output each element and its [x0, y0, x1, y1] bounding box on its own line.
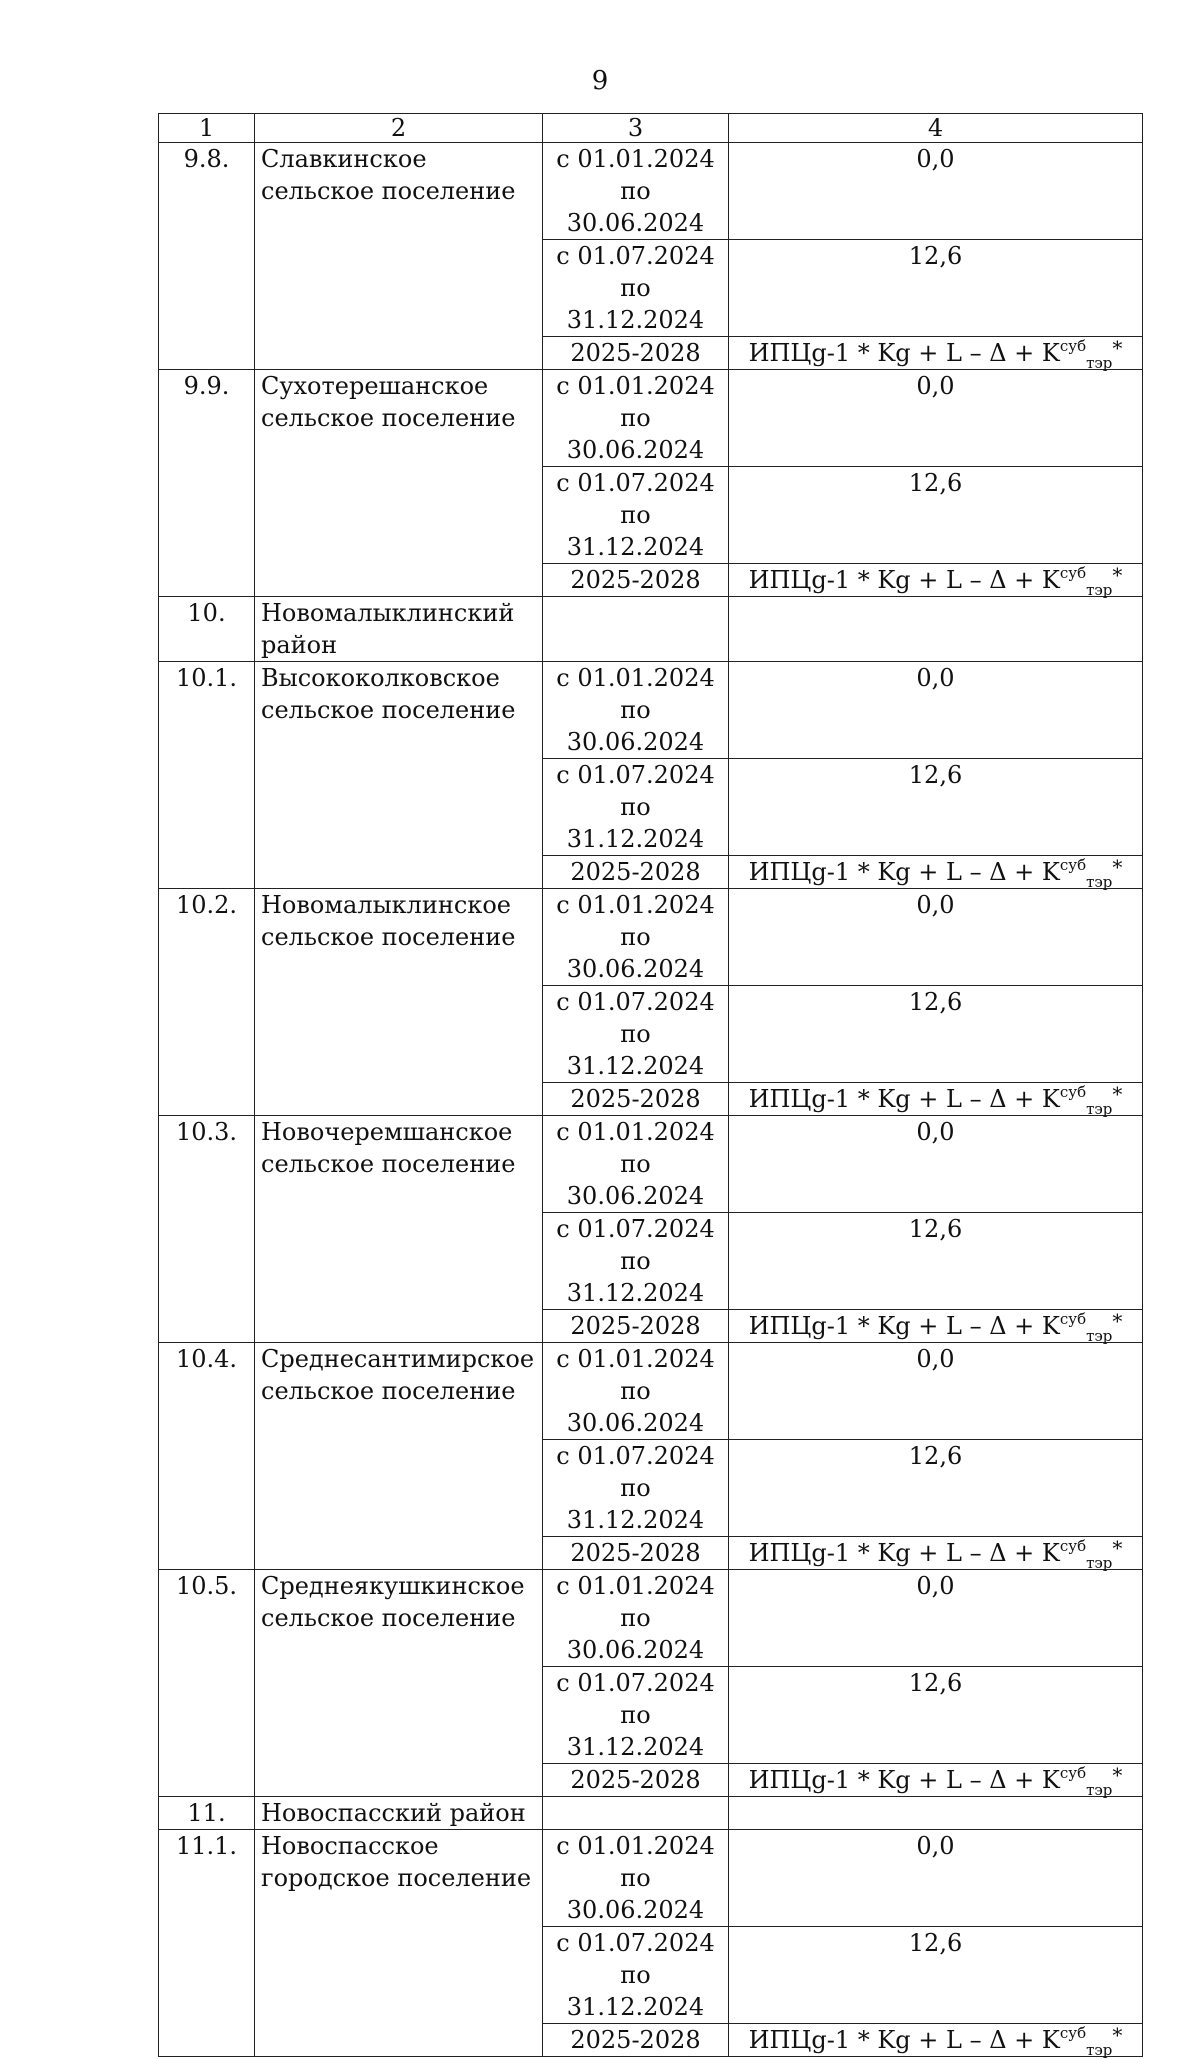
formula-base: ИПЦg-1 * Kg + L – Δ + K — [748, 1766, 1060, 1794]
formula-subscript: тэр — [1086, 1781, 1113, 1799]
value-cell: 12,6 — [729, 986, 1143, 1083]
table-row — [159, 889, 1143, 986]
formula-superscript: суб — [1059, 564, 1087, 582]
period-cell: с 01.01.2024 по 30.06.2024 — [543, 889, 729, 986]
formula-footnote-mark: * — [1112, 1536, 1123, 1560]
tariff-formula — [729, 2024, 1143, 2057]
formula-subscript: тэр — [1086, 873, 1113, 891]
formula-subscript: тэр — [1086, 1100, 1113, 1118]
header-col-2: 2 — [255, 114, 543, 143]
formula-superscript: суб — [1059, 2024, 1087, 2042]
period-cell: с 01.07.2024 по 31.12.2024 — [543, 1927, 729, 2024]
period-cell: с 01.01.2024 по 30.06.2024 — [543, 1343, 729, 1440]
table-row — [159, 370, 1143, 467]
value-cell: 12,6 — [729, 240, 1143, 337]
header-col-4: 4 — [729, 114, 1143, 143]
settlement-name: Сухотерешанское сельское поселение — [255, 370, 543, 597]
tariff-formula — [729, 1764, 1143, 1797]
formula-footnote-mark: * — [1112, 1082, 1123, 1106]
header-col-3: 3 — [543, 114, 729, 143]
formula-footnote-mark: * — [1112, 1309, 1123, 1333]
settlement-name: Новочеремшанское сельское поселение — [255, 1116, 543, 1343]
period-cell: с 01.01.2024 по 30.06.2024 — [543, 662, 729, 759]
value-cell: 0,0 — [729, 143, 1143, 240]
period-cell: с 01.07.2024 по 31.12.2024 — [543, 986, 729, 1083]
formula-subscript: тэр — [1086, 2041, 1113, 2059]
formula-superscript: суб — [1059, 1537, 1087, 1555]
row-number: 10.2. — [159, 889, 255, 1116]
formula-subscript: тэр — [1086, 1327, 1113, 1345]
header-col-1: 1 — [159, 114, 255, 143]
formula-base: ИПЦg-1 * Kg + L – Δ + K — [748, 1539, 1060, 1567]
formula-base: ИПЦg-1 * Kg + L – Δ + K — [748, 1312, 1060, 1340]
period-cell: 2025-2028 — [543, 856, 729, 889]
table-row — [159, 1570, 1143, 1667]
formula-footnote-mark: * — [1112, 336, 1123, 360]
period-cell: с 01.07.2024 по 31.12.2024 — [543, 759, 729, 856]
formula-footnote-mark: * — [1112, 855, 1123, 879]
period-cell: с 01.01.2024 по 30.06.2024 — [543, 1570, 729, 1667]
formula-footnote-mark: * — [1112, 563, 1123, 587]
formula-base: ИПЦg-1 * Kg + L – Δ + K — [748, 566, 1060, 594]
period-cell: с 01.01.2024 по 30.06.2024 — [543, 143, 729, 240]
district-row — [159, 1797, 1143, 1830]
formula-subscript: тэр — [1086, 581, 1113, 599]
period-cell: с 01.07.2024 по 31.12.2024 — [543, 467, 729, 564]
formula-superscript: суб — [1059, 1764, 1087, 1782]
period-cell: 2025-2028 — [543, 1310, 729, 1343]
period-cell: с 01.07.2024 по 31.12.2024 — [543, 240, 729, 337]
value-cell: 0,0 — [729, 889, 1143, 986]
period-cell: с 01.01.2024 по 30.06.2024 — [543, 1830, 729, 1927]
empty-value-cell — [729, 1797, 1143, 1830]
value-cell: 12,6 — [729, 1667, 1143, 1764]
formula-superscript: суб — [1059, 1310, 1087, 1328]
period-cell: с 01.01.2024 по 30.06.2024 — [543, 1116, 729, 1213]
settlement-name: Славкинское сельское поселение — [255, 143, 543, 370]
row-number: 10.5. — [159, 1570, 255, 1797]
value-cell: 12,6 — [729, 1213, 1143, 1310]
settlement-name: Новоспасское городское поселение — [255, 1830, 543, 2057]
period-cell: 2025-2028 — [543, 1764, 729, 1797]
district-name: Новоспасский район — [255, 1797, 543, 1830]
formula-superscript: суб — [1059, 1083, 1087, 1101]
formula-base: ИПЦg-1 * Kg + L – Δ + K — [748, 339, 1060, 367]
value-cell: 0,0 — [729, 1116, 1143, 1213]
settlement-name: Высококолковское сельское поселение — [255, 662, 543, 889]
formula-base: ИПЦg-1 * Kg + L – Δ + K — [748, 858, 1060, 886]
formula-subscript: тэр — [1086, 354, 1113, 372]
tariff-formula — [729, 1537, 1143, 1570]
value-cell: 0,0 — [729, 662, 1143, 759]
row-number: 10.4. — [159, 1343, 255, 1570]
formula-subscript: тэр — [1086, 1554, 1113, 1572]
value-cell: 0,0 — [729, 370, 1143, 467]
tariff-formula — [729, 856, 1143, 889]
table-row — [159, 1343, 1143, 1440]
empty-period-cell — [543, 1797, 729, 1830]
page-number: 9 — [591, 66, 609, 96]
period-cell: 2025-2028 — [543, 2024, 729, 2057]
formula-base: ИПЦg-1 * Kg + L – Δ + K — [748, 2026, 1060, 2054]
period-cell: 2025-2028 — [543, 337, 729, 370]
formula-footnote-mark: * — [1112, 2023, 1123, 2047]
table-row — [159, 143, 1143, 240]
value-cell: 12,6 — [729, 467, 1143, 564]
district-name: Новомалыклинский район — [255, 597, 543, 662]
table-header-row — [159, 114, 1143, 143]
formula-footnote-mark: * — [1112, 1763, 1123, 1787]
tariff-table — [158, 113, 1143, 2057]
formula-superscript: суб — [1059, 856, 1087, 874]
period-cell: с 01.01.2024 по 30.06.2024 — [543, 370, 729, 467]
tariff-formula — [729, 1083, 1143, 1116]
table-row — [159, 1116, 1143, 1213]
table-body — [159, 114, 1143, 2057]
table-row — [159, 662, 1143, 759]
row-number: 9.9. — [159, 370, 255, 597]
value-cell: 12,6 — [729, 1440, 1143, 1537]
settlement-name: Новомалыклинское сельское поселение — [255, 889, 543, 1116]
period-cell: 2025-2028 — [543, 1083, 729, 1116]
value-cell: 12,6 — [729, 1927, 1143, 2024]
value-cell: 0,0 — [729, 1343, 1143, 1440]
district-row — [159, 597, 1143, 662]
period-cell: с 01.07.2024 по 31.12.2024 — [543, 1440, 729, 1537]
period-cell: с 01.07.2024 по 31.12.2024 — [543, 1213, 729, 1310]
empty-value-cell — [729, 597, 1143, 662]
row-number: 10.3. — [159, 1116, 255, 1343]
period-cell: с 01.07.2024 по 31.12.2024 — [543, 1667, 729, 1764]
value-cell: 12,6 — [729, 759, 1143, 856]
tariff-formula — [729, 564, 1143, 597]
period-cell: 2025-2028 — [543, 564, 729, 597]
settlement-name: Среднеякушкинское сельское поселение — [255, 1570, 543, 1797]
row-number: 11. — [159, 1797, 255, 1830]
row-number: 10. — [159, 597, 255, 662]
row-number: 10.1. — [159, 662, 255, 889]
row-number: 9.8. — [159, 143, 255, 370]
value-cell: 0,0 — [729, 1570, 1143, 1667]
row-number: 11.1. — [159, 1830, 255, 2057]
tariff-formula — [729, 1310, 1143, 1343]
period-cell: 2025-2028 — [543, 1537, 729, 1570]
formula-base: ИПЦg-1 * Kg + L – Δ + K — [748, 1085, 1060, 1113]
formula-superscript: суб — [1059, 337, 1087, 355]
value-cell: 0,0 — [729, 1830, 1143, 1927]
table-row — [159, 1830, 1143, 1927]
tariff-formula — [729, 337, 1143, 370]
settlement-name: Среднесантимирское сельское поселение — [255, 1343, 543, 1570]
empty-period-cell — [543, 597, 729, 662]
